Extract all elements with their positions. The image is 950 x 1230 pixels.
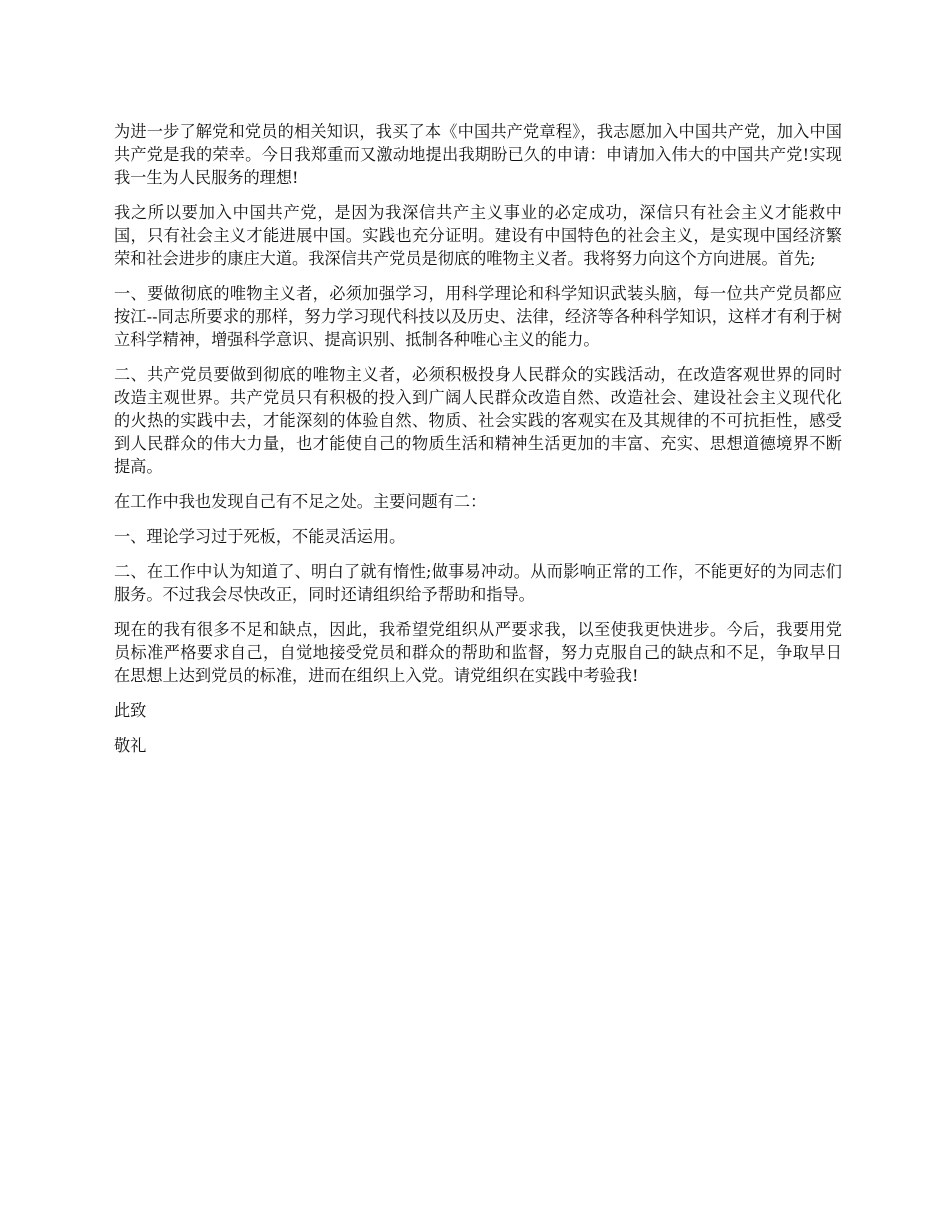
closing-salutation: 此致 [114, 701, 147, 720]
paragraph-conclusion: 现在的我有很多不足和缺点，因此，我希望党组织从严要求我，以至使我更快进步。今后，我要用党员标准严格要求自己，自觉地接受党员和群众的帮助和监督，努力克服自己的缺点和不足，争取早日在思想上达到党员的标准，进而在组织上入党。请党组织在实践中考验我! [114, 620, 842, 685]
paragraph-shortcoming-two: 二、在工作中认为知道了、明白了就有惰性;做事易冲动。从而影响正常的工作，不能更好的为同志们服务。不过我会尽快改正，同时还请组织给予帮助和指导。 [114, 562, 842, 604]
paragraph-point-two: 二、共产党员要做到彻底的唯物主义者，必须积极投身人民群众的实践活动，在改造客观世界的同时改造主观世界。共产党员只有积极的投入到广阔人民群众改造自然、改造社会、建设社会主义现代化的火热的实践中去，才能深刻的体验自然、物质、社会实践的客观实在及其规律的不可抗拒性，感受到人民群众的伟大力量，也才能使自己的物质生活和精神生活更加的丰富、充实、思想道德境界不断提高。 [114, 365, 842, 476]
paragraph-shortcomings-intro: 在工作中我也发现自己有不足之处。主要问题有二： [114, 492, 487, 511]
paragraph-reason: 我之所以要加入中国共产党，是因为我深信共产主义事业的必定成功，深信只有社会主义才能救中国，只有社会主义才能进展中国。实践也充分证明。建设有中国特色的社会主义，是实现中国经济繁荣和社会进步的康庄大道。我深信共产党员是彻底的唯物主义者。我将努力向这个方向进展。首先; [114, 203, 842, 268]
paragraph-shortcoming-one: 一、理论学习过于死板，不能灵活运用。 [114, 527, 406, 546]
document-body [114, 120, 842, 769]
paragraph-point-one: 一、要做彻底的唯物主义者，必须加强学习，用科学理论和科学知识武装头脑，每一位共产党员都应按江--同志所要求的那样，努力学习现代科技以及历史、法律，经济等各种科学知识，这样才有利于树立科学精神，增强科学意识、提高识别、抵制各种唯心主义的能力。 [114, 284, 842, 349]
paragraph-intro: 为进一步了解党和党员的相关知识，我买了本《中国共产党章程》，我志愿加入中国共产党，加入中国共产党是我的荣幸。今日我郑重而又激动地提出我期盼已久的申请：申请加入伟大的中国共产党!实现我一生为人民服务的理想! [114, 122, 842, 187]
closing-regards: 敬礼 [114, 736, 147, 755]
